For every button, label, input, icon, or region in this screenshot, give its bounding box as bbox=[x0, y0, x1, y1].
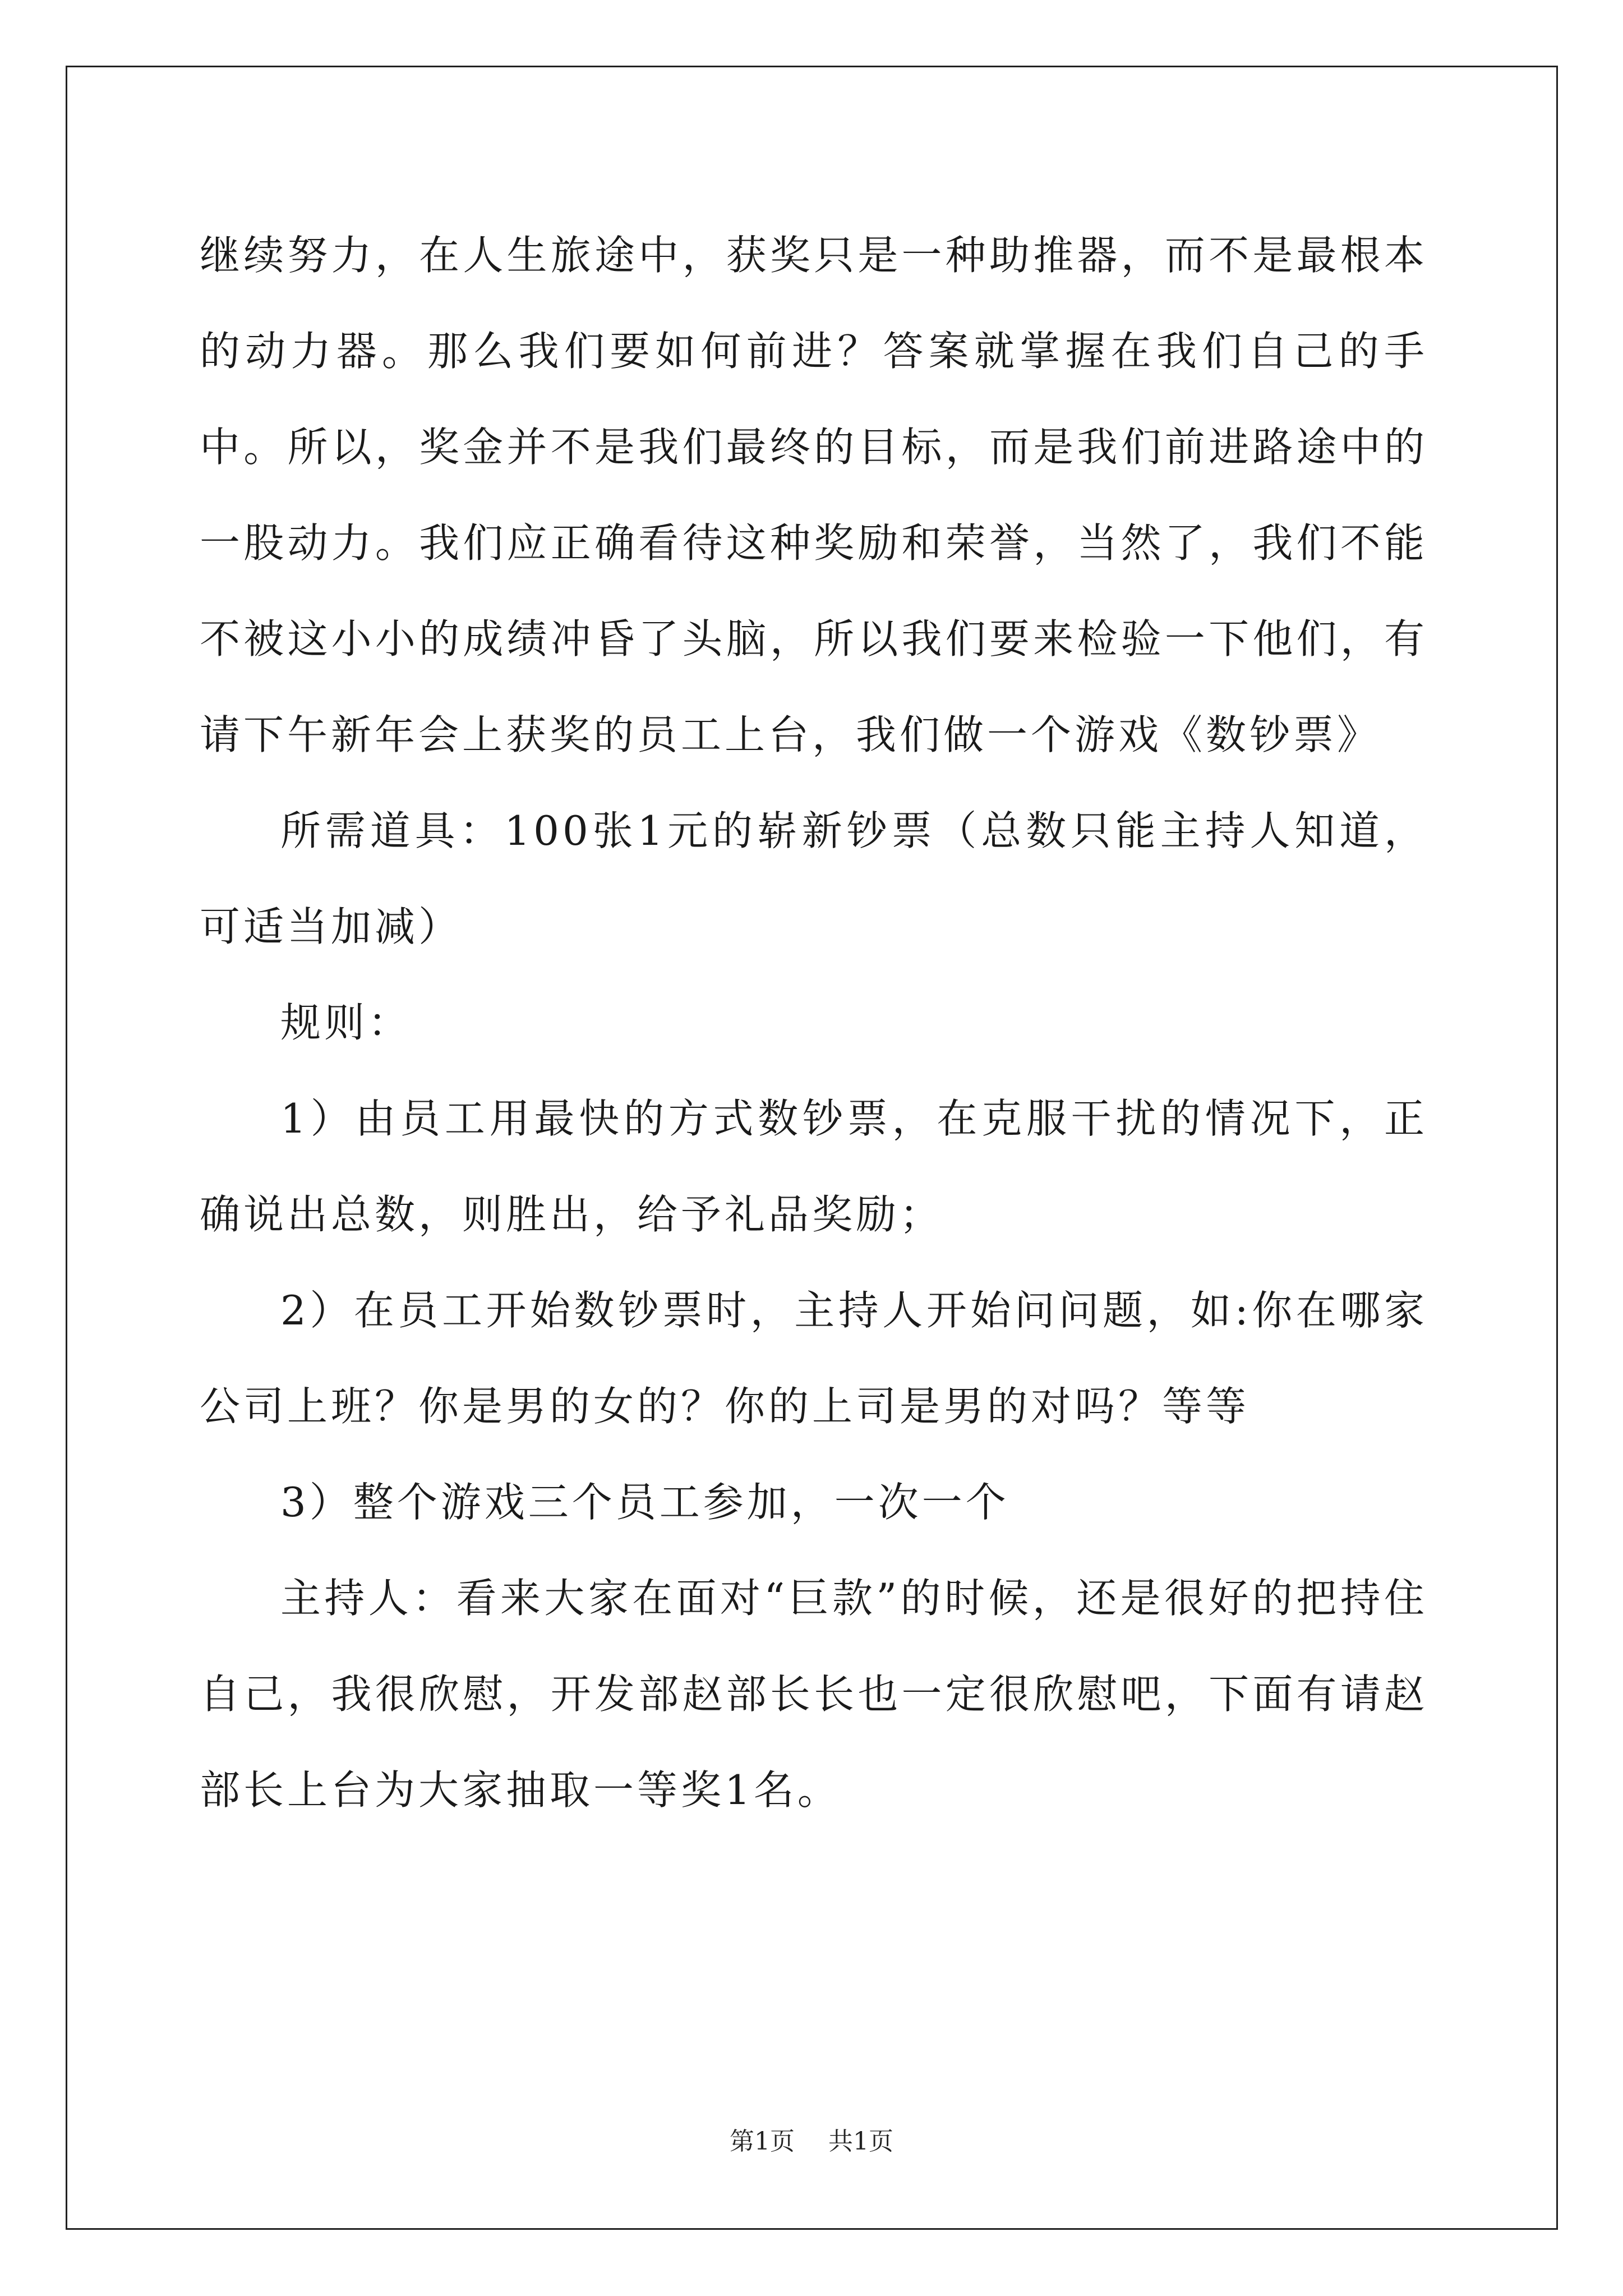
paragraph-props: 所需道具：100张1元的崭新钞票（总数只能主持人知道，可适当加减） bbox=[200, 807, 1428, 950]
page-footer bbox=[0, 2125, 1623, 2159]
paragraph-rule-3: 3）整个游戏三个员工参加，一次一个 bbox=[280, 1479, 1009, 1526]
page-number: 第1页 bbox=[730, 2127, 795, 2156]
page-total: 共1页 bbox=[828, 2127, 893, 2156]
paragraph-host-closing: 主持人：看来大家在面对“巨款”的时候，还是很好的把持住自己，我很欣慰，开发部赵部长长也一定很欣慰吧，下面有请赵部长上台为大家抽取一等奖1名。 bbox=[200, 1575, 1428, 1814]
paragraph-intro: 继续努力，在人生旅途中，获奖只是一种助推器，而不是最根本的动力器。那么我们要如何前进？答案就掌握在我们自己的手中。所以，奖金并不是我们最终的目标，而是我们前进路途中的一股动力。我们应正确看待这种奖励和荣誉，当然了，我们不能不被这小小的成绩冲昏了头脑，所以我们要来检验一下他们，有请下午新年会上获奖的员工上台，我们做一个游戏《数钞票》 bbox=[200, 232, 1428, 758]
paragraph-rules-heading: 规则： bbox=[280, 999, 412, 1046]
paragraph-rule-1: 1）由员工用最快的方式数钞票，在克服干扰的情况下，正确说出总数，则胜出，给予礼品奖励； bbox=[200, 1095, 1428, 1238]
paragraph-rule-2: 2）在员工开始数钞票时，主持人开始问问题，如:你在哪家公司上班？你是男的女的？你的上司是男的对吗？等等 bbox=[200, 1287, 1428, 1430]
document-body bbox=[200, 208, 1428, 1838]
